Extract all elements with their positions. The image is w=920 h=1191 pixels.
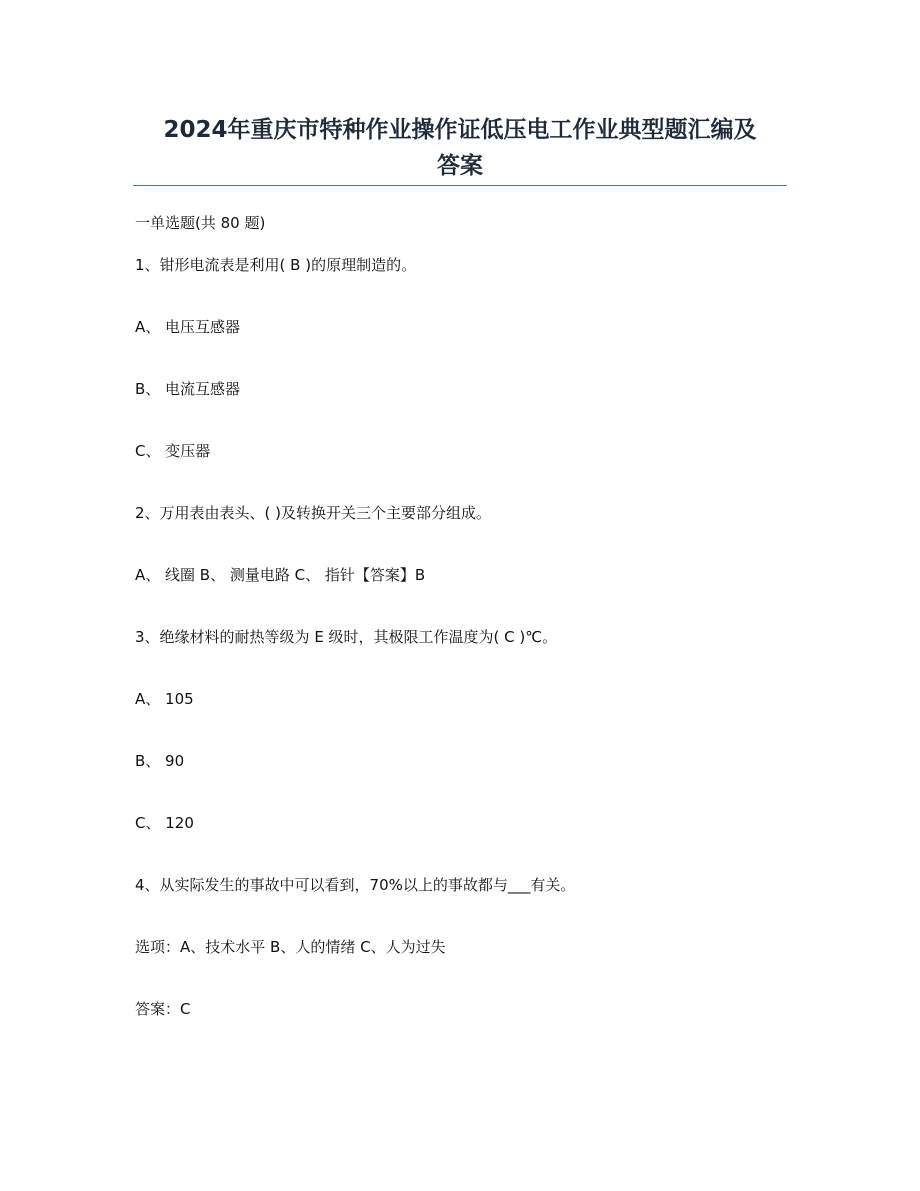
title-line-1: 2024年重庆市特种作业操作证低压电工作业典型题汇编及 (163, 117, 757, 143)
question-1-option-a: A、 电压互感器 (135, 318, 241, 336)
question-3-option-b: B、 90 (135, 752, 185, 770)
question-2: 2、万用表由表头、( )及转换开关三个主要部分组成。 (135, 504, 492, 522)
question-4-answer: 答案：C (135, 1000, 191, 1018)
question-3-option-c: C、 120 (135, 814, 194, 832)
question-1-option-c: C、 变压器 (135, 442, 211, 460)
question-4-options: 选项：A、技术水平 B、人的情绪 C、人为过失 (135, 938, 446, 956)
document-title (120, 112, 800, 184)
section-heading: 一单选题(共 80 题) (135, 214, 266, 232)
question-4: 4、从实际发生的事故中可以看到，70%以上的事故都与___有关。 (135, 876, 576, 894)
title-line-2: 答案 (437, 153, 483, 179)
question-3: 3、绝缘材料的耐热等级为 E 级时，其极限工作温度为( C )℃。 (135, 628, 558, 646)
question-1: 1、钳形电流表是利用( B )的原理制造的。 (135, 256, 417, 274)
title-divider (133, 185, 787, 186)
question-2-options-answer: A、 线圈 B、 测量电路 C、 指针【答案】B (135, 566, 426, 584)
question-3-option-a: A、 105 (135, 690, 194, 708)
question-1-option-b: B、 电流互感器 (135, 380, 241, 398)
